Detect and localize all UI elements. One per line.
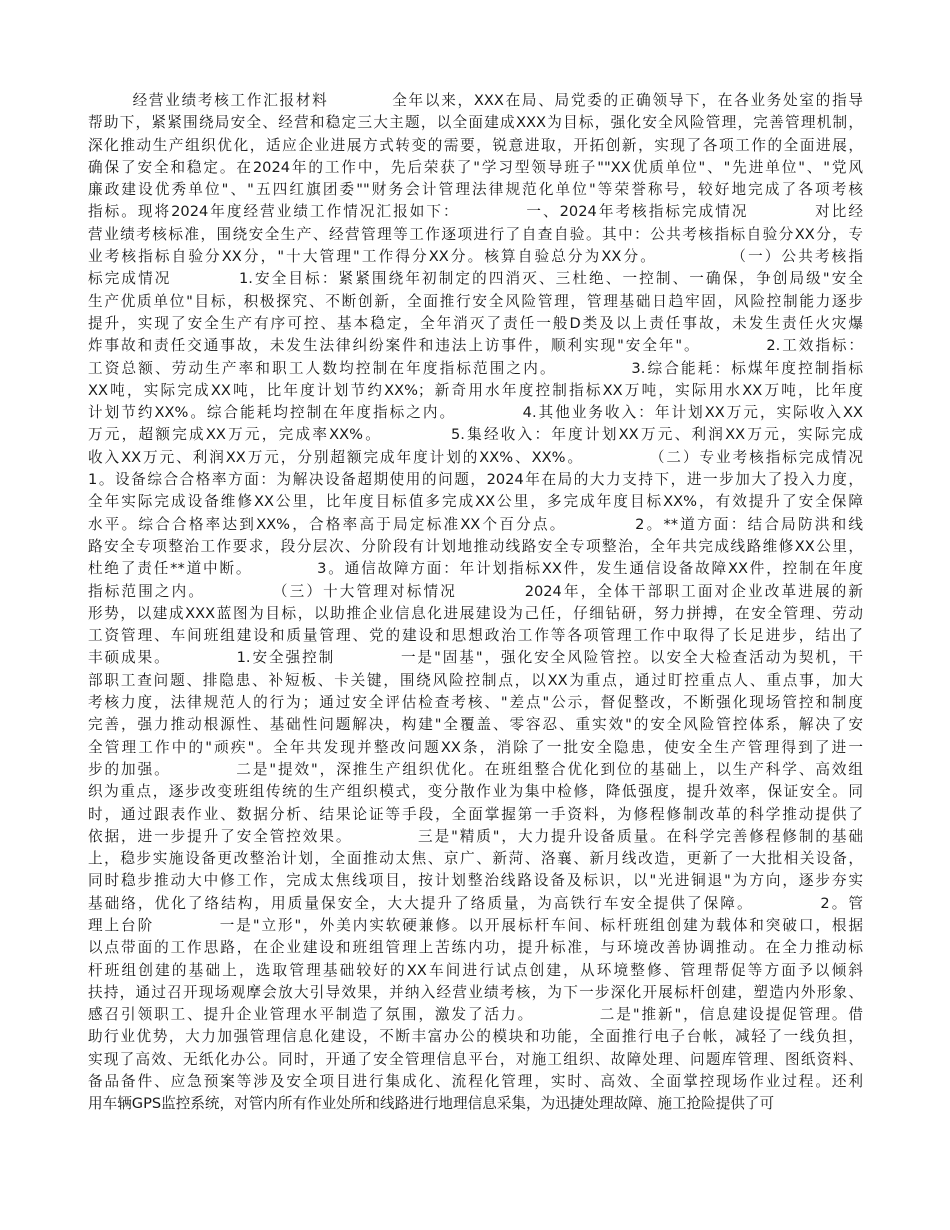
text-line: XX吨，实际完成XX吨，比年度计划节约XX%；新奇用水年度控制指标XX万吨，实际用水XX万吨，比年度	[88, 381, 863, 399]
text-line: 杜绝了责任**道中断。 3。通信故障方面：年计划指标XX件，发生通信设备故障XX件，控制在年度	[88, 560, 863, 578]
text-line: 确保了安全和稳定。在2024年的工作中，先后荣获了"学习型领导班子""XX优质单位"、"先进单位"、"党风	[88, 158, 863, 176]
text-line: 同时稳步推动大中修工作，完成太焦线项目，按计划整治线路设备及标识，以"光进铜退"为方向，逐步夯实	[88, 872, 863, 890]
text-line: 水平。综合合格率达到XX%，合格率高于局定标准XX个百分点。 2。**道方面：结合局防洪和线	[88, 515, 863, 533]
text-line: 万元，超额完成XX万元，完成率XX%。 5.集经收入：年度计划XX万元、利润XX万元，实际完成	[88, 426, 863, 444]
text-line: 生产优质单位"目标，积极探究、不断创新，全面推行安全风险管理，管理基础日趋牢固，风险控制能力逐步	[88, 292, 863, 310]
text-line: 廉政建设优秀单位"、"五四红旗团委""财务会计管理法律规范化单位"等荣誉称号，较好地完成了各项考核	[88, 181, 863, 199]
text-line: 步的加强。 二是"提效"，深推生产组织优化。在班组整合优化到位的基础上，以生产科学、高效组	[88, 760, 863, 778]
text-line: 1。设备综合合格率方面：为解决设备超期使用的问题，2024年在局的大力支持下，进一步加大了投入力度，	[88, 471, 863, 489]
text-line: 经营业绩考核工作汇报材料 全年以来，XXX在局、局党委的正确领导下，在各业务处室的指导	[88, 92, 863, 109]
text-line: 考核力度，法律规范人的行为；通过安全评估检查考核、"差点"公示，督促整改，不断强化现场管控和制度	[88, 694, 863, 712]
text-line: 上，稳步实施设备更改整治计划，全面推动太焦、京广、新菏、洛襄、新月线改造，更新了一大批相关设备，	[88, 850, 863, 868]
text-line: 用车辆GPS监控系统，对管内所有作业处所和线路进行地理信息采集，为迅捷处理故障、施工抢险提供了可	[88, 1095, 775, 1113]
text-line: 实现了高效、无纸化办公。同时，开通了安全管理信息平台，对施工组织、故障处理、问题库管理、图纸资料、	[88, 1050, 863, 1068]
text-line: 炸事故和责任交通事故，未发生法律纠纷案件和违法上访事件，顺利实现"安全年"。 2.工效指标：	[88, 337, 863, 355]
text-line: 基础络，优化了络结构，用质量保安全，大大提升了络质量，为高铁行车安全提供了保障。 2。管	[88, 894, 863, 912]
text-line: 业考核指标自验分XX分，"十大管理"工作得分XX分。核算自验总分为XX分。 （一）公共考核指	[88, 248, 863, 266]
text-line: 依据，进一步提升了安全管控效果。 三是"精质"，大力提升设备质量。在科学完善修程修制的基础	[88, 827, 863, 845]
text-line: 全管理工作中的"顽疾"。全年共发现并整改问题XX条，消除了一批安全隐患，使安全生产管理得到了进一	[88, 738, 863, 756]
text-line: 收入XX万元、利润XX万元，分别超额完成年度计划的XX%、XX%。 （二）专业考核指标完成情况	[88, 448, 863, 466]
text-line: 深化推动生产组织优化，适应企业进展方式转变的需要，锐意进取，开拓创新，实现了各项工作的全面进展，	[88, 136, 863, 154]
text-line: 营业绩考核标准，围绕安全生产、经营管理等工作逐项进行了自查自验。其中：公共考核指标自验分XX分，专	[88, 225, 863, 243]
text-line: 完善，强力推动根源性、基础性问题解决，构建"全覆盖、零容忍、重实效"的安全风险管控体系，解决了安	[88, 716, 863, 734]
text-line: 感召引领职工、提升企业管理水平制造了氛围，激发了活力。 二是"推新"，信息建设提促管理。借	[88, 1006, 863, 1024]
text-line: 标完成情况 1.安全目标：紧紧围绕年初制定的四消灭、三杜绝、一控制、一确保，争创局级"安全	[88, 270, 863, 288]
text-line: 杆班组创建的基础上，选取管理基础较好的XX车间进行试点创建，从环境整修、管理帮促等方面予以倾斜	[88, 961, 863, 979]
text-line: 工资管理、车间班组建设和质量管理、党的建设和思想政治工作等各项管理工作中取得了长足进步，结出了	[88, 627, 863, 645]
text-line: 助行业优势，大力加强管理信息化建设，不断丰富办公的模块和功能，全面推行电子台帐，减轻了一线负担，	[88, 1028, 863, 1046]
text-line: 织为重点，逐步改变班组传统的生产组织模式，变分散作业为集中检修，降低强度，提升效率，保证安全。同	[88, 783, 863, 801]
text-line: 计划节约XX%。综合能耗均控制在年度指标之内。 4.其他业务收入：年计划XX万元，实际收入XX	[88, 404, 863, 422]
text-line: 扶持，通过召开现场观摩会放大引导效果，并纳入经营业绩考核，为下一步深化开展标杆创建，塑造内外形象、	[88, 983, 863, 1001]
text-line: 工资总额、劳动生产率和职工人数均控制在年度指标范围之内。 3.综合能耗：标煤年度控制指标	[88, 359, 863, 377]
text-line: 备品备件、应急预案等涉及安全项目进行集成化、流程化管理，实时、高效、全面掌控现场作业过程。还利	[88, 1073, 863, 1091]
text-line: 全年实际完成设备维修XX公里，比年度目标值多完成XX公里，多完成年度目标XX%，有效提升了安全保障	[88, 493, 863, 511]
text-line: 帮助下，紧紧围绕局安全、经营和稳定三大主题，以全面建成XXX为目标，强化安全风险管理，完善管理机制，	[88, 114, 863, 132]
text-line: 理上台阶 一是"立形"，外美内实软硬兼修。以开展标杆车间、标杆班组创建为载体和突破口，根据	[88, 916, 863, 934]
text-line: 指标。现将2024年度经营业绩工作情况汇报如下： 一、2024年考核指标完成情况 对比经	[88, 203, 863, 221]
document-body	[88, 90, 863, 1116]
text-line: 提升，实现了安全生产有序可控、基本稳定，全年消灭了责任一般D类及以上责任事故，未发生责任火灾爆	[88, 314, 863, 332]
text-line: 形势，以建成XXX蓝图为目标，以助推企业信息化进展建设为己任，仔细钻研，努力拼搏，在安全管理、劳动	[88, 604, 863, 622]
text-line: 丰硕成果。 1.安全强控制 一是"固基"，强化安全风险管控。以安全大检查活动为契机，干	[88, 649, 863, 667]
text-line: 以点带面的工作思路，在企业建设和班组管理上苦练内功，提升标准，与环境改善协调推动。在全力推动标	[88, 939, 863, 957]
text-line: 时，通过跟表作业、数据分析、结果论证等手段，全面掌握第一手资料，为修程修制改革的科学推动提供了	[88, 805, 863, 823]
text-line: 部职工查问题、排隐患、补短板、卡关键，围绕风险控制点，以XX为重点，通过盯控重点人、重点事，加大	[88, 671, 863, 689]
text-line: 指标范围之内。 （三）十大管理对标情况 2024年，全体干部职工面对企业改革进展的新	[88, 582, 863, 600]
text-line: 路安全专项整治工作要求，段分层次、分阶段有计划地推动线路安全专项整治，全年共完成线路维修XX公里，	[88, 537, 863, 555]
